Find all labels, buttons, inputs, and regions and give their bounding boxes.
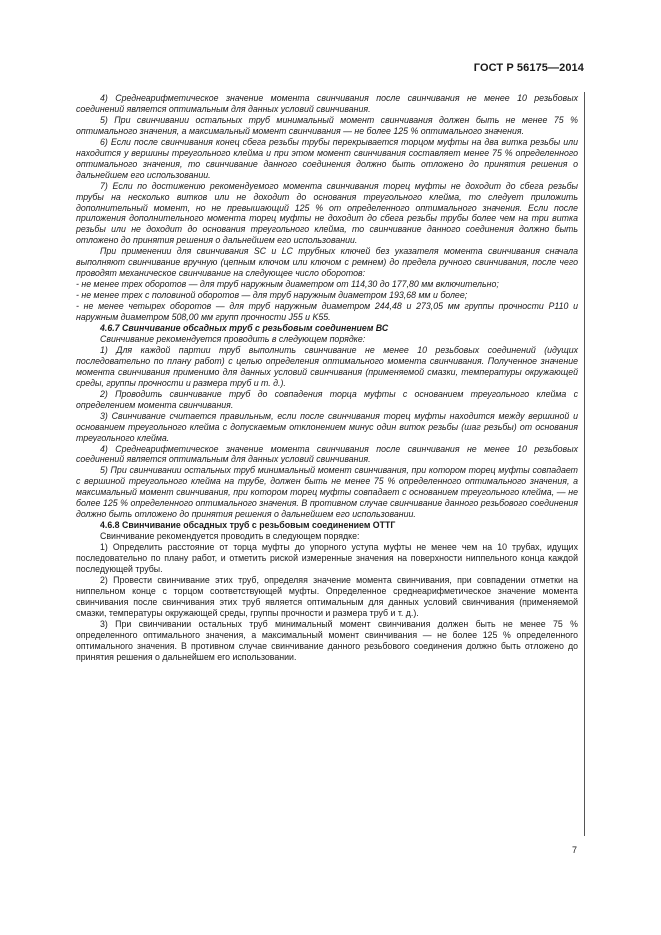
paragraph: 5) При свинчивании остальных труб минимальный момент свинчивания должен быть не менее 75 % оптимального значения, а максимальный момент свинчивания — не более 125 % оптимального значения. [76,114,578,136]
page-number: 7 [572,845,578,855]
paragraph: 4) Среднеарифметическое значение момента свинчивания после свинчивания не менее 10 резьбовых соединений является оптимальным для данных условий свинчивания. [76,443,578,465]
paragraph: 4) Среднеарифметическое значение момента свинчивания после свинчивания не менее 10 резьбовых соединений является оптимальным для данных условий свинчивания. [76,93,578,114]
paragraph: 3) При свинчивании остальных труб минимальный момент свинчивания должен быть не менее 75 % определенного оптимального значения, а максимальный момент свинчивания — не более 125 % определенного оптимального значения. В противном случае свинчивание данного резьбового соединения должно быть отложено до принятия решения о дальнейшем его использовании. [76,618,578,662]
paragraph: Свинчивание рекомендуется проводить в следующем порядке: [100,333,366,344]
margin-change-bar [584,92,585,836]
paragraph: Свинчивание рекомендуется проводить в следующем порядке: [100,531,360,542]
paragraph: 2) Провести свинчивание этих труб, определяя значение момента свинчивания, при совпадении отметки на ниппельном конце с торцом соответствующей муфты. Определенное среднеарифметическое значение момента свинчивания после свинчивания этих труб является оптимальным для данных условий свинчивания (применяемой смазки, температуры окружающей среды, группы прочности и размера труб и т. д.). [76,574,578,618]
document-id: ГОСТ Р 56175—2014 [473,62,584,74]
paragraph: 5) При свинчивании остальных труб минимальный момент свинчивания, при котором торец муфты совпадает с вершиной треугольного клейма на трубе, должен быть не менее 75 % определенного оптимального значения, а максимальный момент свинчивания, при котором торец муфты совпадает с основанием треугольного клейма, — не более 125 % определенного оптимального значения. В противном случае свинчивание данного резьбового соединения должно быть отложено до принятия решения о дальнейшем его использовании. [76,465,578,520]
paragraph: 1) Для каждой партии труб выполнить свинчивание не менее 10 резьбовых соединений (идущих последовательно по плану работ) с целью определения оптимального момента свинчивания. Полученное значение момента свинчивания применимо для данных условий свинчивания (применяемой смазки, температуры окружающей среды, группы прочности и размера труб и т. д.). [76,344,578,388]
list-item: - не менее трех оборотов — для труб наружным диаметром от 114,30 до 177,80 мм включительно; [76,279,499,290]
body-text [76,93,578,663]
paragraph: 2) Проводить свинчивание труб до совпадения торца муфты с основанием треугольного клейма с определением момента свинчивания. [76,388,578,410]
paragraph: 6) Если после свинчивания конец сбега резьбы трубы перекрывается торцом муфты на два витка резьбы или находится у вершины треугольного клейма и при этом момент свинчивания составляет менее 75 % определенного оптимального значения, то свинчивание данного соединения должно быть отложено до принятия решения о дальнейшем его использовании. [76,136,578,180]
list-item: - не менее четырех оборотов — для труб наружным диаметром 244,48 и 273,05 мм группы прочности P110 и наружным диаметром 508,00 мм групп прочности J55 и K55. [76,301,578,323]
list-item: - не менее трех с половиной оборотов — для труб наружным диаметром 193,68 мм и более; [76,290,468,301]
paragraph: При применении для свинчивания SC и LC трубных ключей без указателя момента свинчивания сначала выполняют свинчивание вручную (цепным ключом или ключом с ремнем) до предела ручного свинчивания, после чего проводят механическое свинчивание на следующее число оборотов: [76,246,578,279]
paragraph: 3) Свинчивание считается правильным, если после свинчивания торец муфты находится между вершиной и основанием треугольного клейма с допускаемым отклонением минус один виток резьбы (шаг резьбы) от основания треугольного клейма. [76,410,578,443]
paragraph: 1) Определить расстояние от торца муфты до упорного уступа муфты не менее чем на 10 трубах, идущих последовательно по плану работ, и отметить риской измеренные значения на поверхности ниппельного конца каждой последующей трубы. [76,542,578,574]
paragraph: 7) Если по достижению рекомендуемого момента свинчивания торец муфты не доходит до сбега резьбы трубы на несколько витков или не доходит до основания треугольного клейма, то следует приложить дополнительный момент, но не превышающий 125 % от определенного оптимального значения. Если после приложения дополнительного момента торец муфты не доходит до сбега резьбы трубы более чем на три витка резьбы или не доходит до основания треугольного клейма, то свинчивание данного соединения должно быть отложено до принятия решения о дальнейшем его использовании. [76,180,578,246]
section-heading: 4.6.7 Свинчивание обсадных труб с резьбовым соединением ВС [100,323,389,334]
section-heading: 4.6.8 Свинчивание обсадных труб с резьбовым соединением ОТТГ [100,520,396,531]
